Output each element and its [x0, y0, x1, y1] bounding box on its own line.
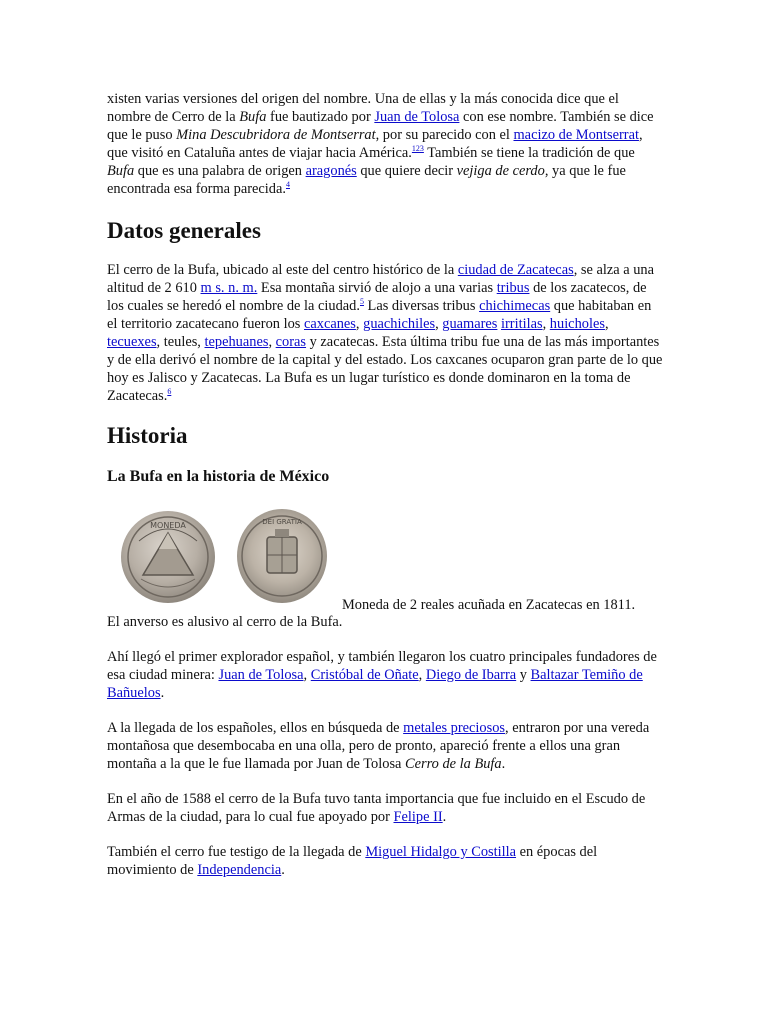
text: que es una palabra de origen: [134, 163, 306, 179]
text: .: [442, 809, 447, 825]
text: Cerro de la Bufa: [405, 756, 502, 772]
link-coras[interactable]: coras: [275, 334, 307, 350]
link-metales-preciosos[interactable]: metales preciosos: [403, 720, 506, 736]
text: , entraron por una vereda montañosa que desembocaba en una olla, pero de pronto, apareció frente a ellos una gran montaña a la que le fue llamada por Juan de Tolosa: [107, 720, 650, 772]
text: y zacatecas. Esta última tribu fue una de las más importantes y de ella derivó el nombre de la capital y del estado. Los caxcanes ocuparon gran parte de lo que hoy es Jalisco y Zacatecas. La Bufa es un lugar turístico es donde dominaron en la toma de Zacatecas.: [107, 334, 663, 404]
datos-paragraph: [107, 261, 663, 405]
link-chichimecas[interactable]: chichimecas: [479, 298, 551, 314]
ref-6[interactable]: 6: [167, 387, 172, 397]
coin-reverse-legend: DEI GRATIA: [262, 518, 302, 526]
link-juan-de-tolosa-2[interactable]: Juan de Tolosa: [218, 667, 304, 683]
link-tecuexes[interactable]: tecuexes: [107, 334, 157, 350]
coin-obverse-legend: MONEDA: [150, 521, 186, 530]
link-diego-de-ibarra[interactable]: Diego de Ibarra: [425, 667, 517, 683]
link-msnm[interactable]: m s. n. m.: [200, 280, 258, 296]
text: .: [501, 756, 506, 772]
text: .: [160, 685, 165, 701]
ref-5[interactable]: 5: [359, 297, 364, 307]
text: ,: [268, 334, 276, 350]
coin-figure: [107, 509, 663, 611]
text: ,: [542, 316, 550, 332]
text: ,: [418, 667, 426, 683]
text: ,: [435, 316, 443, 332]
text: y: [516, 667, 531, 683]
text: vejiga de cerdo: [456, 163, 545, 179]
article-body: [107, 88, 663, 879]
text: Bufa: [239, 109, 267, 125]
link-independencia[interactable]: Independencia: [197, 862, 282, 878]
link-ciudad-de-zacatecas[interactable]: ciudad de Zacatecas: [457, 262, 574, 278]
link-tribus[interactable]: tribus: [496, 280, 530, 296]
text: .: [281, 862, 285, 878]
text: , teules,: [156, 334, 205, 350]
escudo-paragraph: [107, 790, 663, 826]
ref-4[interactable]: 4: [285, 180, 290, 190]
hidalgo-paragraph: [107, 843, 663, 879]
link-aragones[interactable]: aragonés: [305, 163, 357, 179]
link-miguel-hidalgo[interactable]: Miguel Hidalgo y Costilla: [365, 844, 517, 860]
text: Esa montaña sirvió de alojo a una varias: [257, 280, 497, 296]
text: También el cerro fue testigo de la llegada de: [107, 844, 366, 860]
text: con ese nombre. También se dice que le puso: [107, 109, 654, 143]
text: que quiere decir: [356, 163, 457, 179]
shield-coin-icon: [237, 509, 327, 603]
link-huicholes[interactable]: huicholes: [549, 316, 605, 332]
text: En el año de 1588 el cerro de la Bufa tuvo tanta importancia que fue incluido en el Escudo de Armas de la ciudad, para lo cual fue apoyado por: [107, 791, 646, 825]
text: Bufa: [107, 163, 135, 179]
text: El cerro de la Bufa, ubicado al este del centro histórico de la: [107, 262, 458, 278]
link-guamares[interactable]: guamares: [442, 316, 498, 332]
text: Ahí llegó el primer explorador español, y también llegaron los cuatro principales fundadores de esa ciudad minera:: [107, 649, 657, 683]
text: , ya que le fue encontrada esa forma parecida.: [107, 163, 626, 197]
link-juan-de-tolosa[interactable]: Juan de Tolosa: [374, 109, 460, 125]
text: , se alza a una altitud de 2 610: [107, 262, 654, 296]
text: También se tiene la tradición de que: [423, 145, 635, 161]
coin-obverse-image[interactable]: [121, 511, 215, 603]
text: ,: [604, 316, 609, 332]
coin-caption: Moneda de 2 reales acuñada en Zacatecas en 1811.: [342, 597, 636, 613]
text: ,: [355, 316, 364, 332]
text: xisten varias versiones del origen del nombre. Una de ellas y la más conocida dice que el nombre de Cerro de la: [107, 91, 619, 125]
anverso-text: El anverso es alusivo al cerro de la Bufa.: [107, 614, 343, 630]
founders-paragraph: [107, 648, 663, 702]
heading-historia: Historia: [107, 423, 188, 448]
link-baltazar-temino[interactable]: Baltazar Temiño de Bañuelos: [107, 667, 643, 701]
link-caxcanes[interactable]: caxcanes: [303, 316, 356, 332]
text: Las diversas tribus: [363, 298, 480, 314]
text: Mina Descubridora de Montserrat: [176, 127, 376, 143]
link-macizo-de-montserrat[interactable]: macizo de Montserrat: [513, 127, 639, 143]
heading-datos-generales: Datos generales: [107, 218, 261, 243]
link-felipe-ii[interactable]: Felipe II: [393, 809, 443, 825]
mountain-coin-icon: [121, 511, 215, 603]
intro-paragraph: [107, 90, 663, 198]
heading-la-bufa-en-la-historia: La Bufa en la historia de México: [107, 468, 330, 485]
text: , por su parecido con el: [375, 127, 514, 143]
text: ,: [303, 667, 311, 683]
link-irritilas[interactable]: irritilas: [501, 316, 543, 332]
text: A la llegada de los españoles, ellos en búsqueda de: [107, 720, 404, 736]
arrival-paragraph: [107, 719, 663, 773]
text: de los zacatecos, de los cuales se heredó el nombre de la ciudad.: [107, 280, 647, 314]
link-tepehuanes[interactable]: tepehuanes: [204, 334, 269, 350]
ref-123[interactable]: 123: [411, 144, 424, 154]
link-cristobal-de-onate[interactable]: Cristóbal de Oñate: [310, 667, 419, 683]
text: que habitaban en el territorio zacatecano fueron los: [107, 298, 652, 332]
text: fue bautizado por: [266, 109, 375, 125]
link-guachichiles[interactable]: guachichiles: [363, 316, 436, 332]
text: , que visitó en Cataluña antes de viajar hacia América.: [107, 127, 643, 161]
coin-reverse-image[interactable]: [237, 509, 327, 603]
text: en épocas del movimiento de: [107, 844, 598, 878]
